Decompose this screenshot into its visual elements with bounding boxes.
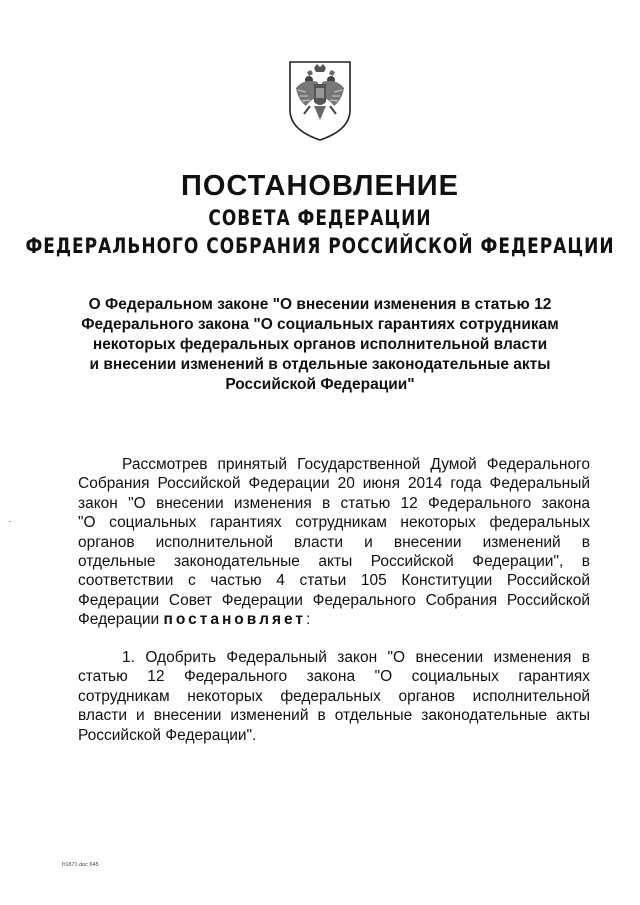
paragraph-line: Российской Федерации".	[78, 726, 257, 744]
paragraph-line: отдельные законодательные акты Российской Федерации", в	[78, 553, 590, 571]
coat-of-arms-emblem	[284, 58, 356, 142]
file-reference: fr1871.doc 645	[62, 862, 99, 868]
paragraph-last-prefix: Федерации	[78, 611, 164, 629]
document-subtitle-line-1: СОВЕТА ФЕДЕРАЦИИ	[208, 206, 432, 231]
resolution-clause-1	[78, 648, 590, 745]
preamble-paragraph	[78, 455, 590, 630]
paragraph-line: сотрудникам некоторых федеральных органов исполнительной	[78, 687, 590, 705]
paragraph-line: Рассмотрев принятый Государственной Думой Федерального	[122, 456, 590, 473]
heading-line: Федерального закона "О социальных гарантиях сотрудникам	[81, 316, 559, 333]
scan-mark	[9, 521, 11, 522]
paragraph-line: 1. Одобрить Федеральный закон "О внесении изменения в	[122, 649, 590, 666]
paragraph-last-line	[78, 610, 590, 629]
paragraph-line: Федерации Совет Федерации Федерального Собрания Российской	[78, 591, 590, 609]
paragraph-line: статью 12 Федерального закона "О социальных гарантиях	[78, 668, 590, 686]
document-subtitle-line-2: ФЕДЕРАЛЬНОГО СОБРАНИЯ РОССИЙСКОЙ ФЕДЕРАЦИИ	[25, 234, 615, 259]
paragraph-line: соответствии с частью 4 статьи 105 Конституции Российской	[78, 572, 590, 590]
heading-line: Российской Федерации"	[225, 376, 415, 393]
paragraph-line: органов исполнительной власти и внесении изменений в	[78, 533, 590, 551]
paragraph-line: власти и внесении изменений в отдельные законодательные акты	[78, 707, 590, 725]
paragraph-line: "О социальных гарантиях сотрудникам некоторых федеральных	[78, 514, 590, 532]
heading-line: некоторых федеральных органов исполнительной власти	[92, 336, 548, 353]
document-title: ПОСТАНОВЛЕНИЕ	[181, 170, 459, 202]
paragraph-line: закон "О внесении изменения в статью 12 Федерального закона	[78, 494, 590, 512]
heading-line: и внесении изменений в отдельные законодательные акты	[89, 356, 551, 373]
resolves-word: постановляет	[163, 611, 306, 629]
heading-line: О Федеральном законе "О внесении изменения в статью 12	[88, 296, 552, 313]
double-headed-eagle-icon	[284, 58, 356, 142]
paragraph-line: Собрания Российской Федерации 20 июня 2014 года Федеральный	[78, 475, 590, 493]
paragraph-last-suffix: :	[306, 611, 311, 629]
resolution-heading	[60, 295, 580, 395]
